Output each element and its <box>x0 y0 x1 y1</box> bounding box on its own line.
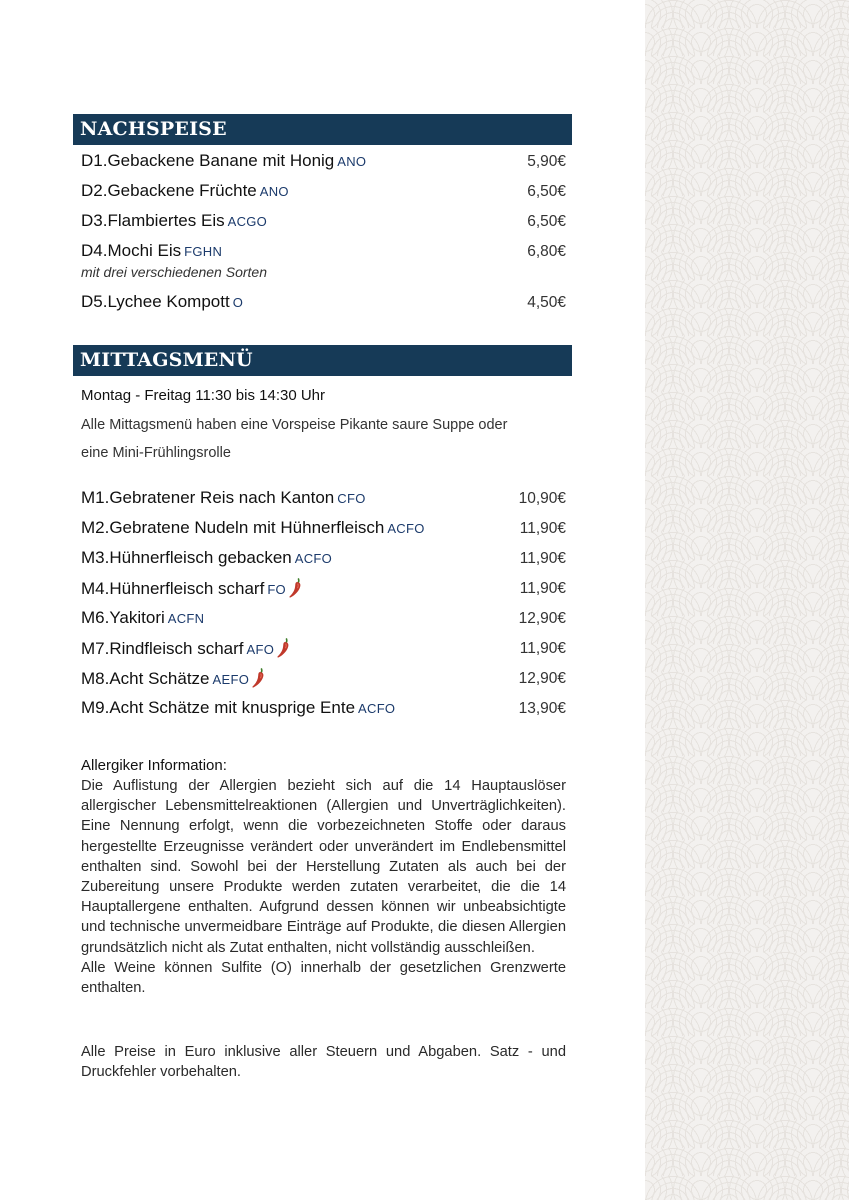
menu-item-name: M7.Rindfleisch scharf AFO <box>81 637 290 661</box>
menu-item-lunch <box>81 517 566 543</box>
menu-item-lunch <box>81 637 566 663</box>
allergen-code: ACFO <box>387 521 425 536</box>
allergen-code: ACFO <box>294 551 333 566</box>
menu-item-price: 11,90€ <box>519 550 566 567</box>
menu-item-name: M3.Hühnerfleisch gebacken ACFO <box>81 548 333 567</box>
menu-item-price: 10,90€ <box>518 490 566 507</box>
allergen-code: ANO <box>337 154 367 169</box>
menu-item-price: 11,90€ <box>519 520 566 537</box>
allergy-title: Allergiker Information: <box>81 757 227 774</box>
menu-item-price: 4,50€ <box>527 294 566 311</box>
menu-item-price: 12,90€ <box>518 610 566 627</box>
menu-item-name: M9.Acht Schätze mit knusprige Ente ACFO <box>81 698 396 717</box>
menu-item-lunch <box>81 607 566 633</box>
menu-item-name: D1.Gebackene Banane mit Honig ANO <box>81 151 367 170</box>
lunch-hours: Montag - Freitag 11:30 bis 14:30 Uhr <box>81 387 326 404</box>
menu-item-price: 6,80€ <box>527 243 566 260</box>
menu-item-d3 <box>81 210 566 236</box>
allergen-code: ANO <box>259 184 289 199</box>
menu-item-lunch <box>81 577 566 603</box>
menu-item-lunch <box>81 697 566 723</box>
menu-item-price: 11,90€ <box>519 640 566 657</box>
menu-item-d5 <box>81 291 566 317</box>
allergy-description: Die Auflistung der Allergien bezieht sich auf die 14 Hauptauslöser allergischer Lebensmittelreaktionen (Allergien und Unverträglichkeiten). Eine Nennung erfolgt, wenn die vorbezeichneten Stoffe oder daraus hergestellte Erzeugnisse verändert oder unverändert im Endlebensmittel enthalten sind. Sowohl bei der Herstellung Zutaten als auch bei der Zubereitung unsere Produkte werden zutaten verarbeitet, die die 14 Hauptallergene enthalten. Aufgrund dessen können wir unbeabsichtigte und technische unvermeidbare Einträge auf Produkte, die diesen Allergien grundsätzlich nicht als Zutat enthalten, nicht vollständig ausschleißen. <box>81 778 566 956</box>
lunch-intro-line-2: eine Mini-Frühlingsrolle <box>81 445 231 461</box>
allergen-code: CFO <box>337 491 366 506</box>
allergen-code: FGHN <box>184 244 223 259</box>
menu-item-lunch <box>81 667 566 693</box>
menu-item-price: 11,90€ <box>519 580 566 597</box>
menu-item-name: M1.Gebratener Reis nach Kanton CFO <box>81 488 366 507</box>
menu-item-name: D3.Flambiertes Eis ACGO <box>81 211 268 230</box>
chili-pepper-icon <box>276 637 290 659</box>
menu-item-lunch <box>81 487 566 513</box>
menu-item-name: D2.Gebackene Früchte ANO <box>81 181 289 200</box>
decorative-wave-pattern <box>645 0 849 1200</box>
wine-sulfite-note: Alle Weine können Sulfite (O) innerhalb der gesetzlichen Grenzwerte enthalten. <box>81 959 566 997</box>
footer-note: Alle Preise in Euro inklusive aller Steuern und Abgaben. Satz - und Druckfehler vorbehalten. <box>81 1044 566 1081</box>
menu-item-lunch <box>81 547 566 573</box>
menu-item-price: 6,50€ <box>527 213 566 230</box>
menu-item-price: 5,90€ <box>527 153 566 170</box>
allergy-text-block <box>81 776 566 998</box>
menu-item-note: mit drei verschiedenen Sorten <box>81 264 267 280</box>
menu-item-d1 <box>81 150 566 176</box>
allergen-code: ACFN <box>167 611 205 626</box>
menu-item-d2 <box>81 180 566 206</box>
allergen-code: ACFO <box>358 701 396 716</box>
allergen-code: O <box>232 295 244 310</box>
section-header-dessert: NACHSPEISE <box>73 114 572 145</box>
menu-item-name: D4.Mochi Eis FGHN <box>81 241 223 260</box>
chili-pepper-icon <box>251 667 265 689</box>
allergen-code: AEFO <box>212 672 250 687</box>
menu-item-name: M4.Hühnerfleisch scharf FO <box>81 577 302 601</box>
allergen-code: AFO <box>246 642 275 657</box>
menu-item-price: 6,50€ <box>527 183 566 200</box>
allergen-code: FO <box>267 582 286 597</box>
menu-item-name: D5.Lychee Kompott O <box>81 292 244 311</box>
section-header-lunch: MITTAGSMENÜ <box>73 345 572 376</box>
menu-item-price: 12,90€ <box>518 670 566 687</box>
menu-item-name: M2.Gebratene Nudeln mit Hühnerfleisch ACFO <box>81 518 425 537</box>
menu-item-name: M6.Yakitori ACFN <box>81 608 205 627</box>
lunch-intro-line-1: Alle Mittagsmenü haben eine Vorspeise Pikante saure Suppe oder <box>81 417 508 433</box>
menu-item-name: M8.Acht Schätze AEFO <box>81 667 265 691</box>
menu-item-price: 13,90€ <box>518 700 566 717</box>
chili-pepper-icon <box>288 577 302 599</box>
allergen-code: ACGO <box>227 214 268 229</box>
